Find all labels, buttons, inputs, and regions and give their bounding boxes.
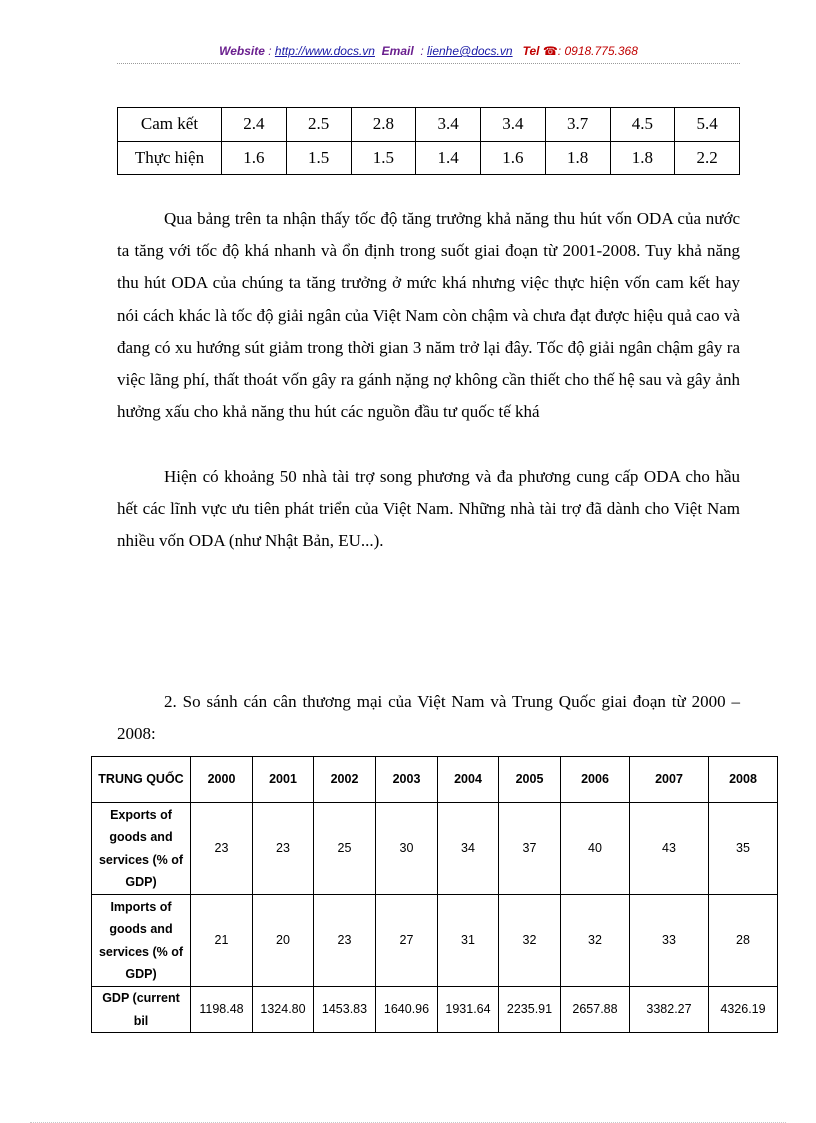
table-cell: 2.2 <box>675 141 740 175</box>
table-cell: 4326.19 <box>709 987 778 1033</box>
table-row <box>118 141 740 175</box>
table-cell: 1.5 <box>351 141 416 175</box>
website-label: Website <box>219 44 265 58</box>
table-cell: 21 <box>191 895 253 987</box>
table-cell: 2.4 <box>222 108 287 142</box>
year-header: 2004 <box>438 757 499 803</box>
table-cell: 1.4 <box>416 141 481 175</box>
table-row <box>92 803 778 895</box>
website-link[interactable]: http://www.docs.vn <box>274 44 375 58</box>
table-cell: 5.4 <box>675 108 740 142</box>
table-cell: 30 <box>376 803 438 895</box>
table-cell: 2235.91 <box>499 987 561 1033</box>
year-header: 2007 <box>630 757 709 803</box>
table-cell: 2.5 <box>286 108 351 142</box>
table-cell: 20 <box>253 895 314 987</box>
phone-icon: ☎ <box>542 44 558 58</box>
table-cell: 1.6 <box>481 141 546 175</box>
table-cell: 25 <box>314 803 376 895</box>
corner-header: TRUNG QUỐC <box>92 757 191 803</box>
header-divider <box>117 63 740 64</box>
paragraph-donors: Hiện có khoảng 50 nhà tài trợ song phương và đa phương cung cấp ODA cho hầu hết các lĩnh vực ưu tiên phát triển của Việt Nam. Những nhà tài trợ đã dành cho Việt Nam nhiều vốn ODA (như Nhật Bản, EU...). <box>117 467 740 551</box>
table-cell: 34 <box>438 803 499 895</box>
table-row <box>92 987 778 1033</box>
row-label: GDP (current bil <box>92 987 191 1033</box>
year-header: 2006 <box>561 757 630 803</box>
table-cell: 3382.27 <box>630 987 709 1033</box>
table-cell: 3.7 <box>545 108 610 142</box>
phone-number: : 0918.775.368 <box>557 44 638 58</box>
year-header: 2003 <box>376 757 438 803</box>
table-cell: 1453.83 <box>314 987 376 1033</box>
table-cell: 37 <box>499 803 561 895</box>
year-header: 2008 <box>709 757 778 803</box>
table-row <box>92 895 778 987</box>
year-header: 2005 <box>499 757 561 803</box>
row-label: Thực hiện <box>118 141 222 175</box>
table-cell: 23 <box>253 803 314 895</box>
table-cell: 1.5 <box>286 141 351 175</box>
table-cell: 32 <box>499 895 561 987</box>
table-cell: 1324.80 <box>253 987 314 1033</box>
table-cell: 1640.96 <box>376 987 438 1033</box>
table-cell: 27 <box>376 895 438 987</box>
table-cell: 40 <box>561 803 630 895</box>
table-header-row <box>92 757 778 803</box>
table-cell: 1.8 <box>610 141 675 175</box>
table-cell: 1931.64 <box>438 987 499 1033</box>
table-cell: 23 <box>314 895 376 987</box>
table-cell: 23 <box>191 803 253 895</box>
table-cell: 1198.48 <box>191 987 253 1033</box>
row-label: Cam kết <box>118 108 222 142</box>
section-heading: 2. So sánh cán cân thương mại của Việt Nam và Trung Quốc giai đoạn từ 2000 – 2008: <box>117 692 740 744</box>
table-cell: 3.4 <box>416 108 481 142</box>
row-label: Exports of goods and services (% of GDP) <box>92 803 191 895</box>
tel-label: Tel <box>522 44 540 58</box>
email-label: Email <box>381 44 414 58</box>
row-label: Imports of goods and services (% of GDP) <box>92 895 191 987</box>
table-cell: 33 <box>630 895 709 987</box>
table-cell: 1.8 <box>545 141 610 175</box>
email-link[interactable]: lienhe@docs.vn <box>427 44 513 58</box>
table-cell: 4.5 <box>610 108 675 142</box>
paragraph-oda-analysis: Qua bảng trên ta nhận thấy tốc độ tăng trưởng khả năng thu hút vốn ODA của nước ta tăng với tốc độ khá nhanh và ổn định trong suốt giai đoạn từ 2001-2008. Tuy khả năng thu hút ODA của chúng ta tăng trưởng ở mức khá nhưng việc thực hiện vốn cam kết hay nói cách khác là tốc độ giải ngân của Việt Nam còn chậm và chưa đạt được hiệu quả cao và đang có xu hướng sút giảm trong thời gian 3 năm trở lại đây. Tốc độ giải ngân chậm gây ra việc lãng phí, thất thoát vốn gây ra gánh nặng nợ không cần thiết cho thế hệ sau và gây ảnh hưởng xấu cho khả năng thu hút các nguồn đầu tư quốc tế khá <box>117 209 740 422</box>
table-cell: 35 <box>709 803 778 895</box>
table-cell: 1.6 <box>222 141 287 175</box>
table-cell: 3.4 <box>481 108 546 142</box>
table-cell: 2657.88 <box>561 987 630 1033</box>
year-header: 2001 <box>253 757 314 803</box>
china-trade-table <box>91 756 778 1033</box>
year-header: 2000 <box>191 757 253 803</box>
page-header: Website : http://www.docs.vn Email : lienhe@docs.vn Tel ☎: 0918.775.368 <box>219 44 638 58</box>
table-cell: 32 <box>561 895 630 987</box>
table-cell: 31 <box>438 895 499 987</box>
year-header: 2002 <box>314 757 376 803</box>
table-cell: 43 <box>630 803 709 895</box>
table-cell: 28 <box>709 895 778 987</box>
table-cell: 2.8 <box>351 108 416 142</box>
oda-table <box>117 107 740 175</box>
table-row <box>118 108 740 142</box>
